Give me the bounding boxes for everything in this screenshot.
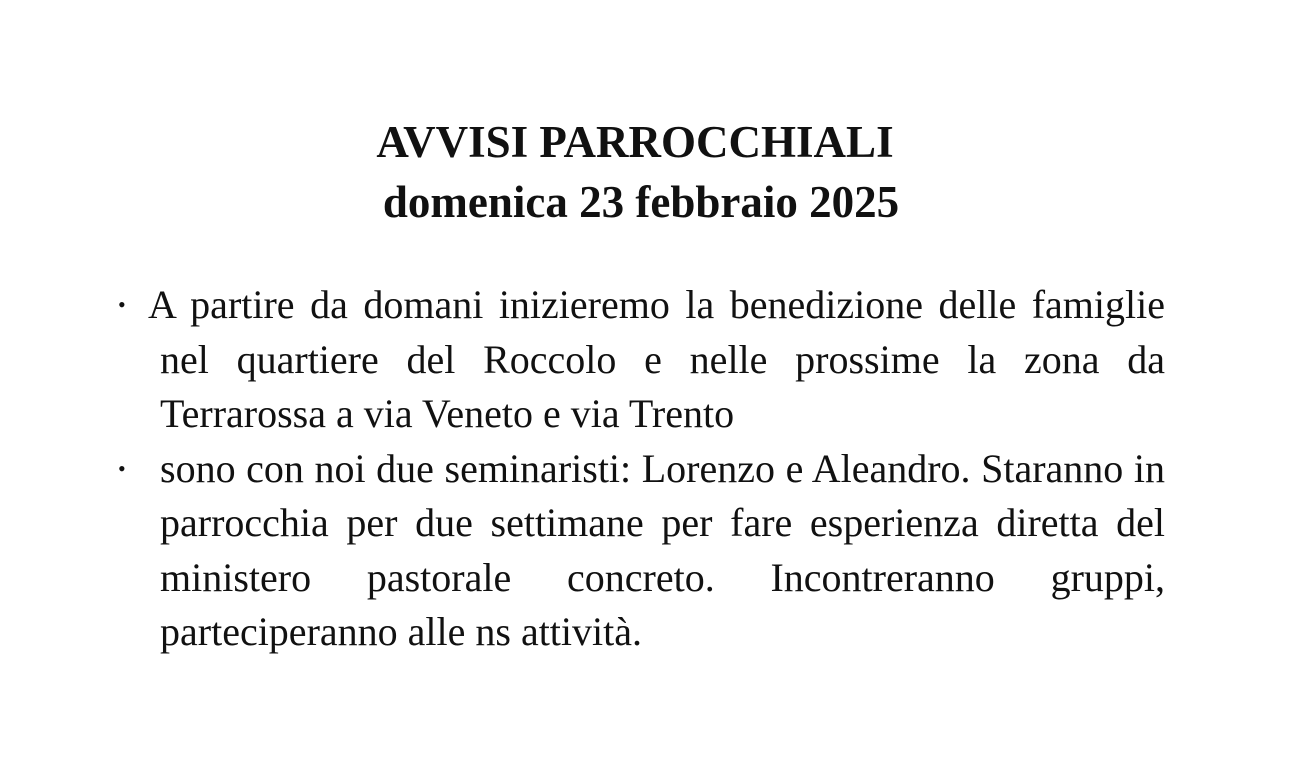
list-item [118, 278, 1165, 442]
notice-text: A partire da domani inizieremo la benedizione delle famiglie nel quartiere del Roccolo e nelle prossime la zona da Terrarossa a via Veneto e via Trento [148, 282, 1165, 436]
notice-date: domenica 23 febbraio 2025 [382, 177, 900, 227]
notice-header [0, 112, 1270, 232]
bullet-icon: • [118, 455, 126, 481]
list-item [118, 442, 1165, 660]
bullet-icon: • [118, 292, 126, 317]
page-title: AVVISI PARROCCHIALI [376, 117, 894, 167]
notice-list [118, 278, 1165, 660]
notice-text: sono con noi due seminaristi: Lorenzo e Aleandro. Staranno in parrocchia per due settimane per fare esperienza diretta del ministero pastorale concreto. Incontreranno gruppi, parteciperanno alle ns attività. [160, 445, 1165, 654]
